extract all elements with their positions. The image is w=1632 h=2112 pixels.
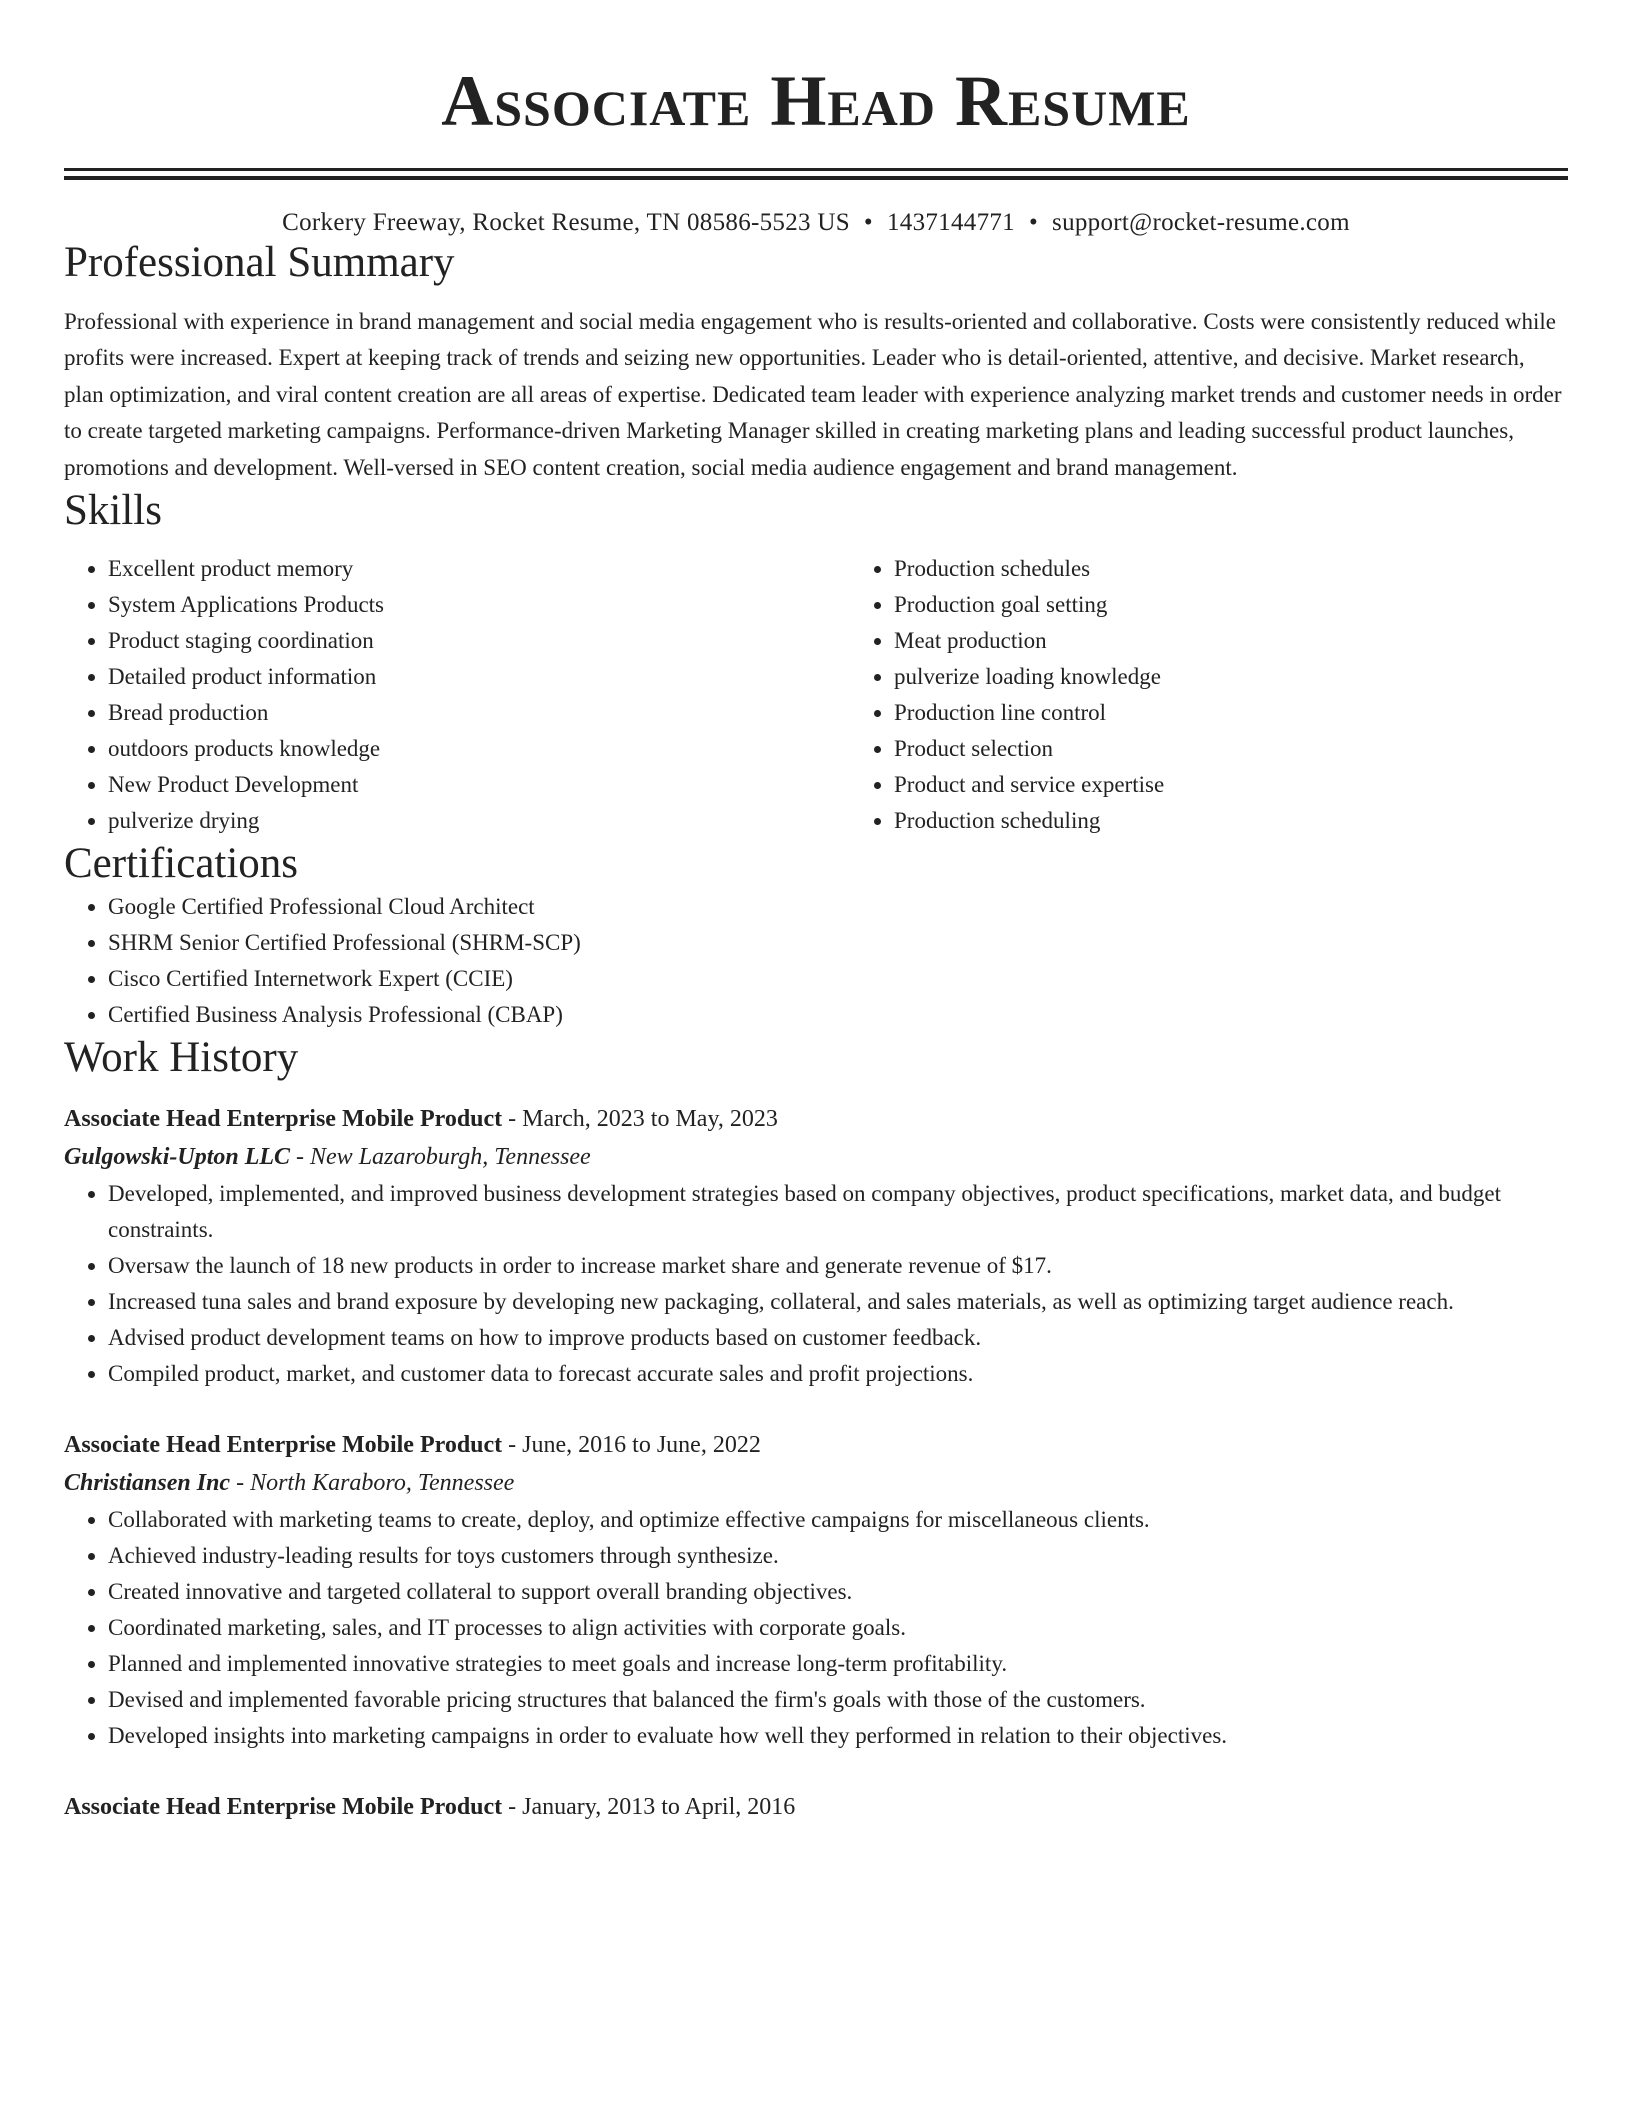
job-title-line bbox=[64, 1788, 1568, 1826]
skill-item: • Meat production bbox=[894, 623, 1568, 659]
responsibility-item: • Collaborated with marketing teams to create, deploy, and optimize effective campaigns for miscellaneous clients. bbox=[108, 1502, 1568, 1538]
company-location: - New Lazaroburgh, Tennessee bbox=[290, 1144, 591, 1171]
section-heading-work-history: Work History bbox=[64, 1034, 299, 1082]
contact-phone: 1437144771 bbox=[886, 209, 1015, 236]
section-heading-skills: Skills bbox=[64, 487, 162, 535]
certification-item: • Google Certified Professional Cloud Architect bbox=[108, 889, 1568, 925]
company-name: Christiansen Inc bbox=[64, 1470, 231, 1497]
responsibility-item: • Devised and implemented favorable pricing structures that balanced the firm's goals with those of the customers. bbox=[108, 1682, 1568, 1718]
skill-item: • pulverize loading knowledge bbox=[894, 659, 1568, 695]
responsibility-item: • Planned and implemented innovative strategies to meet goals and increase long-term profitability. bbox=[108, 1646, 1568, 1682]
job-dates: - June, 2016 to June, 2022 bbox=[502, 1432, 761, 1459]
title-divider bbox=[64, 168, 1568, 180]
section-heading-professional-summary: Professional Summary bbox=[64, 239, 455, 286]
certification-item: • Certified Business Analysis Professional (CBAP) bbox=[108, 997, 1568, 1033]
job-entry bbox=[64, 1788, 1568, 1826]
responsibility-item: • Increased tuna sales and brand exposure by developing new packaging, collateral, and sales materials, as well as optimizing target audience reach. bbox=[108, 1284, 1568, 1320]
certifications-list bbox=[64, 889, 1568, 1033]
job-responsibilities-list bbox=[64, 1176, 1568, 1392]
responsibility-item: • Oversaw the launch of 18 new products in order to increase market share and generate revenue of $17. bbox=[108, 1248, 1568, 1284]
contact-line bbox=[64, 208, 1568, 238]
responsibility-item: • Created innovative and targeted collateral to support overall branding objectives. bbox=[108, 1574, 1568, 1610]
skill-item: • Production goal setting bbox=[894, 587, 1568, 623]
skill-item: • outdoors products knowledge bbox=[108, 731, 850, 767]
responsibility-item: • Developed insights into marketing campaigns in order to evaluate how well they performed in relation to their objectives. bbox=[108, 1718, 1568, 1754]
skill-item: • Product and service expertise bbox=[894, 767, 1568, 803]
contact-email: support@rocket-resume.com bbox=[1052, 209, 1350, 236]
job-dates: - March, 2023 to May, 2023 bbox=[502, 1106, 778, 1133]
skills-columns bbox=[64, 551, 1568, 839]
contact-separator: • bbox=[1028, 209, 1039, 236]
skill-item: • pulverize drying bbox=[108, 803, 850, 839]
certification-item: • SHRM Senior Certified Professional (SHRM-SCP) bbox=[108, 925, 1568, 961]
company-line bbox=[64, 1464, 1568, 1502]
skills-list-left bbox=[64, 551, 850, 839]
responsibility-item: • Coordinated marketing, sales, and IT processes to align activities with corporate goals. bbox=[108, 1610, 1568, 1646]
company-name: Gulgowski-Upton LLC bbox=[64, 1144, 291, 1171]
skill-item: • Product selection bbox=[894, 731, 1568, 767]
job-title-line bbox=[64, 1100, 1568, 1138]
section-heading-certifications: Certifications bbox=[64, 840, 299, 888]
skill-item: • Production scheduling bbox=[894, 803, 1568, 839]
job-entry bbox=[64, 1100, 1568, 1392]
skill-item: • New Product Development bbox=[108, 767, 850, 803]
job-responsibilities-list bbox=[64, 1502, 1568, 1754]
skill-item: • Product staging coordination bbox=[108, 623, 850, 659]
contact-address: Corkery Freeway, Rocket Resume, TN 08586-5523 US bbox=[282, 209, 850, 236]
skill-item: • Excellent product memory bbox=[108, 551, 850, 587]
skill-item: • Detailed product information bbox=[108, 659, 850, 695]
responsibility-item: • Advised product development teams on how to improve products based on customer feedback. bbox=[108, 1320, 1568, 1356]
company-location: - North Karaboro, Tennessee bbox=[230, 1470, 515, 1497]
certification-item: • Cisco Certified Internetwork Expert (CCIE) bbox=[108, 961, 1568, 997]
job-title: Associate Head Enterprise Mobile Product bbox=[64, 1432, 503, 1459]
job-entry bbox=[64, 1426, 1568, 1754]
contact-separator: • bbox=[863, 209, 873, 236]
job-dates: - January, 2013 to April, 2016 bbox=[502, 1794, 796, 1821]
skill-item: • Bread production bbox=[108, 695, 850, 731]
resume-title: Associate Head Resume bbox=[441, 61, 1191, 141]
company-line bbox=[64, 1138, 1568, 1176]
skills-list-right bbox=[850, 551, 1568, 839]
skill-item: • Production schedules bbox=[894, 551, 1568, 587]
professional-summary-text: Professional with experience in brand management and social media engagement who is results-oriented and collaborative. Costs were consistently reduced while profits were increased. Expert at keeping track of trends and seizing new opportunities. Leader who is detail-oriented, attentive, and decisive. Market research, plan optimization, and viral content creation are all areas of expertise. Dedicated team leader with experience analyzing market trends and customer needs in order to create targeted marketing campaigns. Performance-driven Marketing Manager skilled in creating marketing plans and leading successful product launches, promotions and development. Well-versed in SEO content creation, social media audience engagement and brand management. bbox=[64, 309, 1562, 480]
job-title-line bbox=[64, 1426, 1568, 1464]
skill-item: • System Applications Products bbox=[108, 587, 850, 623]
responsibility-item: • Developed, implemented, and improved business development strategies based on company objectives, product specifications, market data, and budget constraints. bbox=[108, 1176, 1568, 1248]
skill-item: • Production line control bbox=[894, 695, 1568, 731]
job-title: Associate Head Enterprise Mobile Product bbox=[64, 1106, 503, 1133]
responsibility-item: • Compiled product, market, and customer data to forecast accurate sales and profit projections. bbox=[108, 1356, 1568, 1392]
responsibility-item: • Achieved industry-leading results for toys customers through synthesize. bbox=[108, 1538, 1568, 1574]
job-title: Associate Head Enterprise Mobile Product bbox=[64, 1794, 503, 1821]
